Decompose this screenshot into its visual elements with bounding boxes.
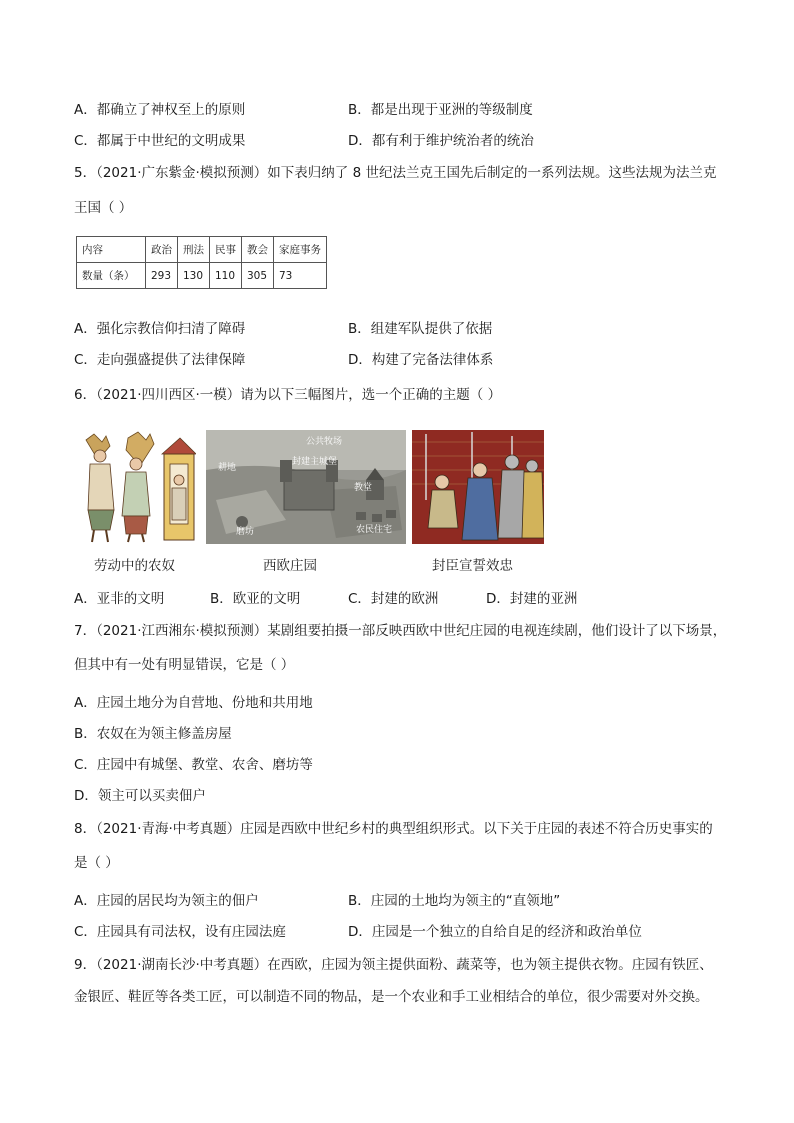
table-cell: 73 xyxy=(274,263,327,289)
caption-serfs: 劳动中的农奴 xyxy=(94,558,175,574)
q6-option-d: D．封建的亚洲 xyxy=(486,591,578,607)
q5-law-table xyxy=(76,236,327,289)
table-cell: 数量（条） xyxy=(77,263,146,289)
table-header-cell: 民事 xyxy=(210,237,242,263)
q7-stem-line1: 7．（2021·江西湘东·模拟预测）某剧组要拍摄一部反映西欧中世纪庄园的电视连续剧，他们设计了以下场景， xyxy=(74,623,727,639)
map-label-houses: 农民住宅 xyxy=(356,525,393,535)
table-cell: 130 xyxy=(178,263,210,289)
serfs-working-illustration xyxy=(76,430,196,544)
map-label-farmland: 耕地 xyxy=(218,463,237,473)
q4-option-c: C．都属于中世纪的文明成果 xyxy=(74,133,246,149)
table-cell: 293 xyxy=(146,263,178,289)
q4-option-b: B．都是出现于亚洲的等级制度 xyxy=(348,102,533,118)
q8-stem-line2: 是（ ） xyxy=(74,855,119,871)
map-label-church: 教堂 xyxy=(354,483,373,493)
q5-stem-line2: 王国（ ） xyxy=(74,200,133,216)
q4-option-a: A．都确立了神权至上的原则 xyxy=(74,102,246,118)
q8-option-c: C．庄园具有司法权，设有庄园法庭 xyxy=(74,924,286,940)
table-cell: 110 xyxy=(210,263,242,289)
q9-stem-line1: 9．（2021·湖南长沙·中考真题）在西欧，庄园为领主提供面粉、蔬菜等，也为领主提供衣物。庄园有铁匠、 xyxy=(74,957,713,973)
q6-stem: 6．（2021·四川西区·一模）请为以下三幅图片，选一个正确的主题（ ） xyxy=(74,387,502,403)
q6-option-b: B．欧亚的文明 xyxy=(210,591,301,607)
q7-stem-line2: 但其中有一处有明显错误，它是（ ） xyxy=(74,657,295,673)
q5-stem-line1: 5．（2021·广东紫金·模拟预测）如下表归纳了 8 世纪法兰克王国先后制定的一系列法规。这些法规为法兰克 xyxy=(74,165,717,181)
table-header-cell: 刑法 xyxy=(178,237,210,263)
q5-option-a: A．强化宗教信仰扫清了障碍 xyxy=(74,321,246,337)
table-cell: 305 xyxy=(242,263,274,289)
table-header-cell: 政治 xyxy=(146,237,178,263)
table-header-row xyxy=(77,237,327,263)
q8-option-a: A．庄园的居民均为领主的佃户 xyxy=(74,893,259,909)
map-label-mill: 磨坊 xyxy=(236,527,255,537)
q9-stem-line2: 金银匠、鞋匠等各类工匠，可以制造不同的物品，是一个农业和手工业相结合的单位，很少需要对外交换。 xyxy=(74,989,709,1005)
table-row xyxy=(77,263,327,289)
q8-stem-line1: 8．（2021·青海·中考真题）庄园是西欧中世纪乡村的典型组织形式。以下关于庄园的表述不符合历史事实的 xyxy=(74,821,713,837)
q5-option-b: B．组建军队提供了依据 xyxy=(348,321,493,337)
map-label-pasture: 公共牧场 xyxy=(306,437,343,447)
table-header-cell: 教会 xyxy=(242,237,274,263)
q8-option-b: B．庄园的土地均为领主的“直领地” xyxy=(348,893,561,909)
q6-option-c: C．封建的欧洲 xyxy=(348,591,439,607)
q6-option-a: A．亚非的文明 xyxy=(74,591,165,607)
q5-option-d: D．构建了完备法律体系 xyxy=(348,352,494,368)
table-header-cell: 家庭事务 xyxy=(274,237,327,263)
map-label-castle: 封建主城堡 xyxy=(292,457,338,467)
q8-option-d: D．庄园是一个独立的自给自足的经济和政治单位 xyxy=(348,924,642,940)
manor-map-illustration xyxy=(206,430,406,544)
q7-option-a: A．庄园土地分为自营地、份地和共用地 xyxy=(74,695,313,711)
q7-option-d: D．领主可以买卖佃户 xyxy=(74,788,206,804)
vassal-oath-illustration xyxy=(412,430,544,544)
q7-option-b: B．农奴在为领主修盖房屋 xyxy=(74,726,232,742)
caption-vassal-oath: 封臣宣誓效忠 xyxy=(432,558,513,574)
q4-option-d: D．都有利于维护统治者的统治 xyxy=(348,133,534,149)
table-header-cell: 内容 xyxy=(77,237,146,263)
q5-option-c: C．走向强盛提供了法律保障 xyxy=(74,352,246,368)
caption-manor: 西欧庄园 xyxy=(263,558,317,574)
q7-option-c: C．庄园中有城堡、教堂、农舍、磨坊等 xyxy=(74,757,313,773)
